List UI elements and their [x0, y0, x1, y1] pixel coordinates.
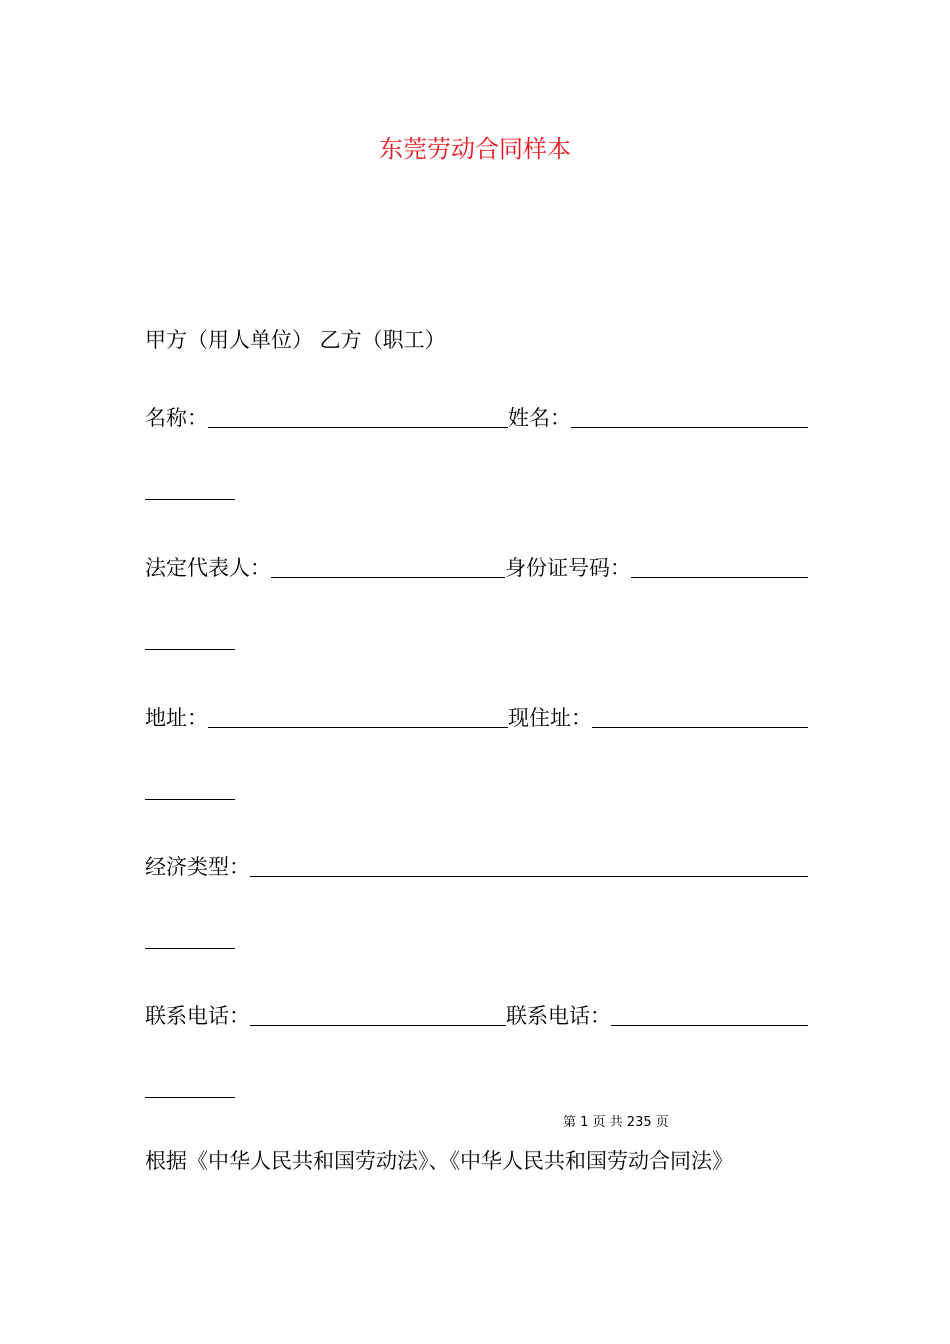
parties-line: 甲方（用人单位） 乙方（职工） — [145, 328, 446, 352]
employee-phone-blank[interactable] — [611, 1003, 808, 1026]
current-address-label: 现住址： — [508, 706, 592, 730]
employee-name-label: 姓名： — [508, 406, 571, 430]
document-title: 东莞劳动合同样本 — [379, 135, 571, 163]
continuation-blank-1[interactable] — [145, 499, 235, 500]
economic-type-blank[interactable] — [250, 854, 808, 877]
continuation-blank-4[interactable] — [145, 948, 235, 949]
continuation-blank-2[interactable] — [145, 649, 235, 650]
continuation-blank-5[interactable] — [145, 1097, 235, 1098]
employee-name-blank[interactable] — [571, 405, 808, 428]
employer-phone-blank[interactable] — [250, 1003, 506, 1026]
page-footer: 第 1 页 共 235 页 — [563, 1115, 669, 1130]
address-blank[interactable] — [208, 705, 508, 728]
representative-row — [145, 550, 808, 582]
id-number-label: 身份证号码： — [505, 556, 631, 580]
current-address-blank[interactable] — [592, 705, 808, 728]
legal-representative-blank[interactable] — [271, 555, 505, 578]
company-name-blank[interactable] — [208, 405, 508, 428]
continuation-blank-3[interactable] — [145, 799, 235, 800]
economic-type-label: 经济类型： — [145, 855, 250, 879]
body-text: 根据《中华人民共和国劳动法》、《中华人民共和国劳动合同法》 — [145, 1149, 733, 1173]
employee-phone-label: 联系电话： — [506, 1004, 611, 1028]
address-label: 地址： — [145, 706, 208, 730]
company-name-label: 名称： — [145, 406, 208, 430]
economic-type-row — [145, 849, 808, 881]
legal-representative-label: 法定代表人： — [145, 556, 271, 580]
phone-row — [145, 998, 808, 1030]
id-number-blank[interactable] — [631, 555, 808, 578]
name-row — [145, 400, 808, 432]
address-row — [145, 700, 808, 732]
employer-phone-label: 联系电话： — [145, 1004, 250, 1028]
